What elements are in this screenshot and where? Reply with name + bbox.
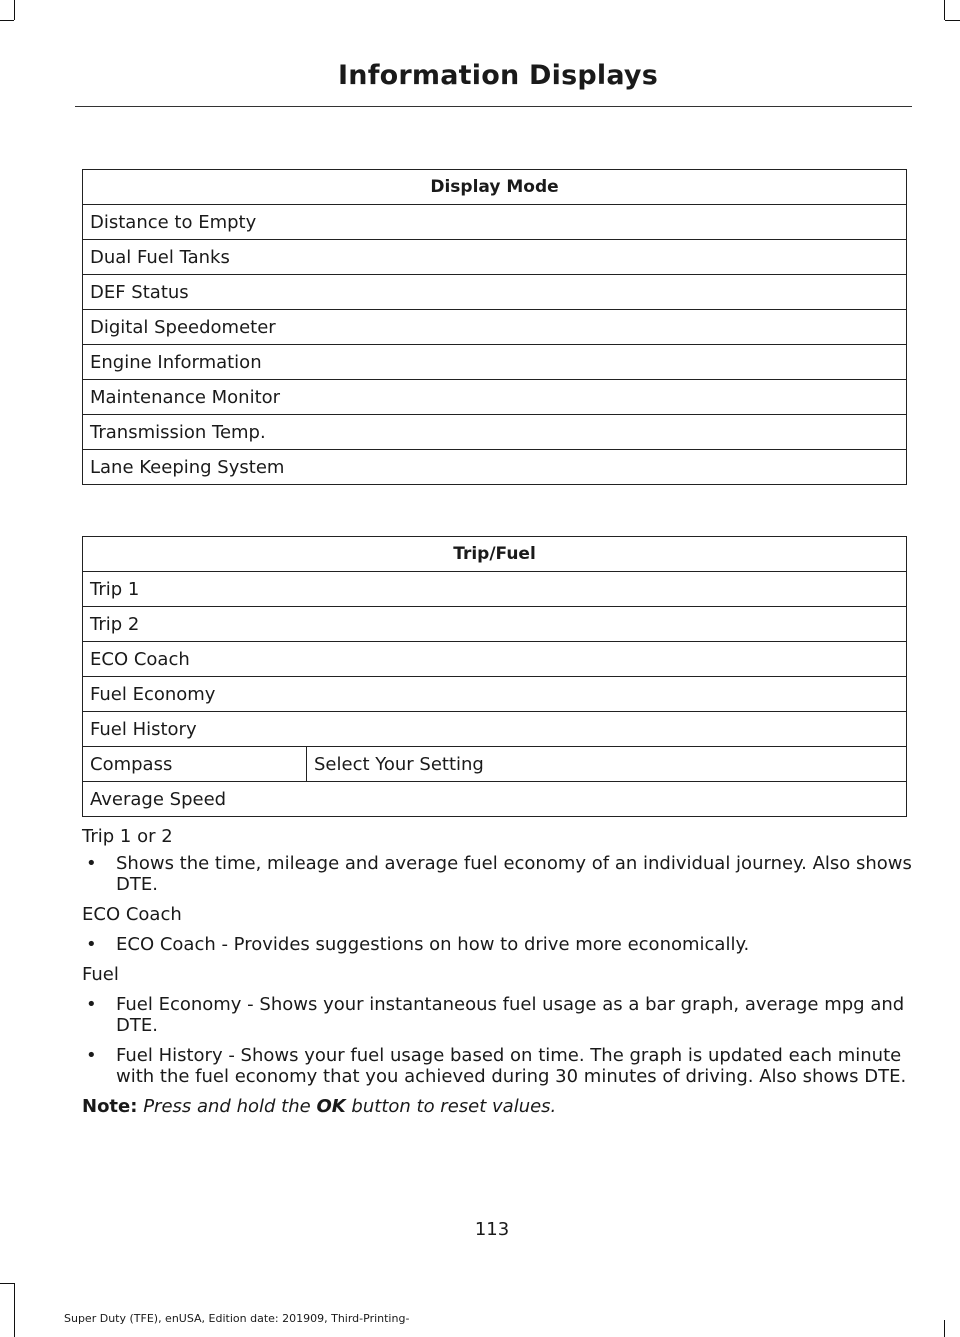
note-ok-button-name: OK	[316, 1096, 346, 1117]
table-row: Engine Information	[83, 345, 907, 380]
table-row: Lane Keeping System	[83, 450, 907, 485]
crop-mark	[0, 1283, 14, 1284]
trip-fuel-table	[82, 536, 907, 817]
table-heading: Display Mode	[83, 170, 907, 205]
crop-mark	[14, 0, 15, 20]
table-row: Digital Speedometer	[83, 310, 907, 345]
section-heading: ECO Coach	[82, 904, 182, 925]
table-row: Distance to Empty	[83, 205, 907, 240]
page-title: Information Displays	[338, 60, 658, 91]
header-divider	[75, 106, 912, 107]
crop-mark	[944, 0, 945, 20]
note	[82, 1096, 912, 1117]
table-row: ECO Coach	[83, 642, 907, 677]
bullet-text: Fuel Economy - Shows your instantaneous fuel usage as a bar graph, average mpg and DTE.	[116, 994, 905, 1036]
bullet-text: Fuel History - Shows your fuel usage based on time. The graph is updated each minute with the fuel economy that you achieved during 30 minutes of driving. Also shows DTE.	[116, 1045, 907, 1087]
bullet-text: Shows the time, mileage and average fuel economy of an individual journey. Also shows DTE.	[116, 853, 912, 895]
section-heading: Fuel	[82, 964, 119, 985]
table-row: Transmission Temp.	[83, 415, 907, 450]
bullet-icon: •	[86, 1045, 97, 1066]
table-cell-compass: Compass	[83, 747, 307, 782]
footer-edition: Super Duty (TFE), enUSA, Edition date: 201909, Third-Printing-	[64, 1312, 410, 1325]
table-row: Maintenance Monitor	[83, 380, 907, 415]
bullet-item	[82, 853, 912, 895]
table-row: Fuel Economy	[83, 677, 907, 712]
bullet-item	[82, 934, 912, 955]
display-mode-table	[82, 169, 907, 485]
bullet-icon: •	[86, 853, 97, 874]
crop-mark	[14, 1283, 15, 1337]
table-row: Trip 2	[83, 607, 907, 642]
note-text: Press and hold the	[143, 1096, 311, 1117]
bullet-icon: •	[86, 934, 97, 955]
table-row: Average Speed	[83, 782, 907, 817]
note-text: button to reset values.	[351, 1096, 557, 1117]
page-number: 113	[474, 1219, 510, 1240]
table-cell-setting: Select Your Setting	[307, 747, 907, 782]
table-row: DEF Status	[83, 275, 907, 310]
bullet-item	[82, 1045, 912, 1087]
bullet-text: ECO Coach - Provides suggestions on how to drive more economically.	[116, 934, 750, 955]
body-text	[82, 826, 912, 1126]
crop-mark	[0, 20, 14, 21]
bullet-item	[82, 994, 912, 1036]
table-row: Fuel History	[83, 712, 907, 747]
crop-mark	[944, 1320, 945, 1337]
crop-mark	[945, 20, 960, 21]
table-heading: Trip/Fuel	[83, 537, 907, 572]
note-label: Note:	[82, 1096, 138, 1117]
table-row: Trip 1	[83, 572, 907, 607]
table-row: Dual Fuel Tanks	[83, 240, 907, 275]
section-heading: Trip 1 or 2	[82, 826, 173, 847]
bullet-icon: •	[86, 994, 97, 1015]
